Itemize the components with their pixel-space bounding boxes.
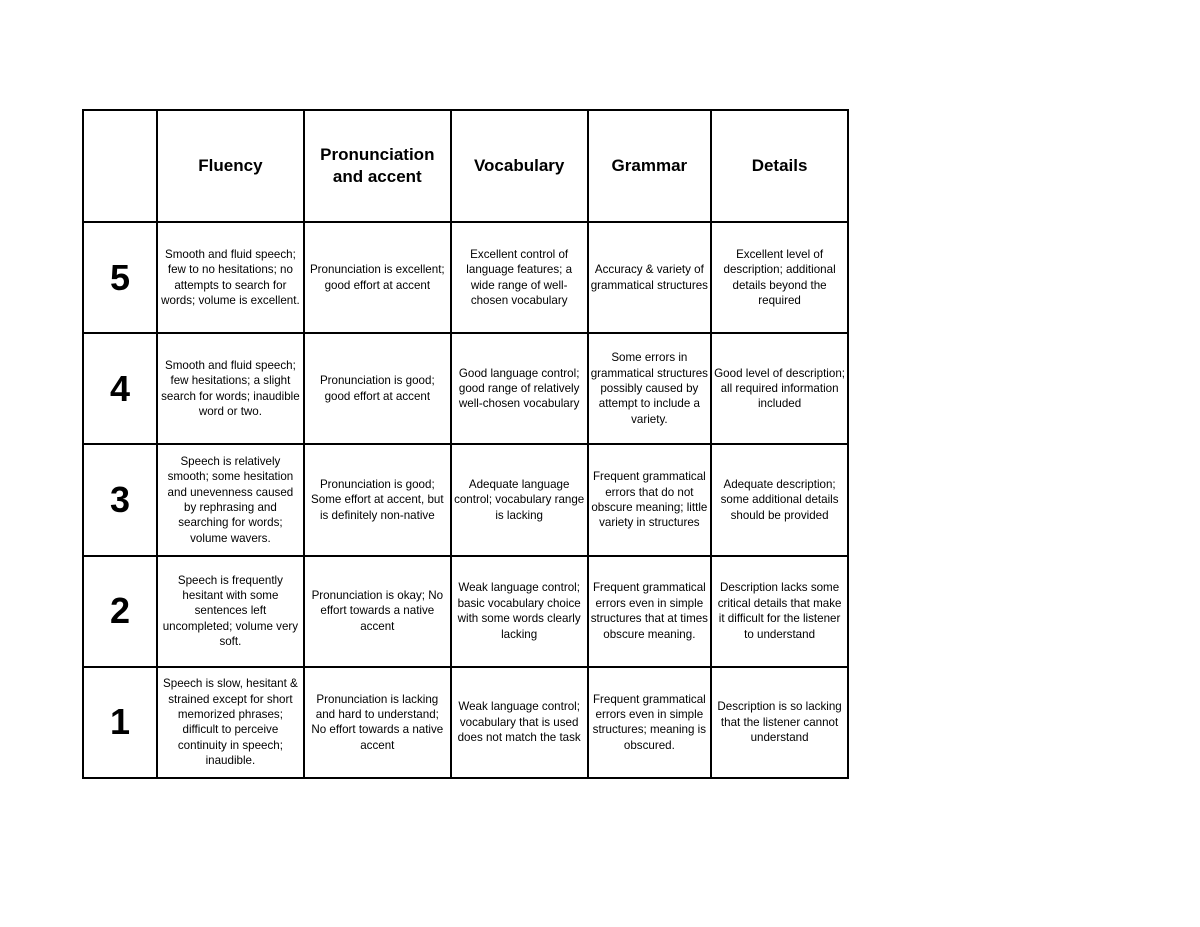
table-row (83, 222, 848, 333)
pronunciation-cell: Pronunciation is excellent; good effort at accent (304, 222, 451, 333)
vocabulary-cell: Weak language control; basic vocabulary choice with some words clearly lacking (451, 556, 588, 667)
pronunciation-cell: Pronunciation is okay; No effort towards a native accent (304, 556, 451, 667)
pronunciation-cell: Pronunciation is good; Some effort at accent, but is definitely non-native (304, 444, 451, 555)
details-cell: Description lacks some critical details that make it difficult for the listener to understand (711, 556, 848, 667)
fluency-cell: Speech is frequently hesitant with some sentences left uncompleted; volume very soft. (157, 556, 304, 667)
header-details: Details (711, 110, 848, 222)
grammar-cell: Frequent grammatical errors even in simple structures; meaning is obscured. (588, 667, 712, 778)
score-cell: 3 (83, 444, 157, 555)
score-cell: 2 (83, 556, 157, 667)
details-cell: Adequate description; some additional details should be provided (711, 444, 848, 555)
grammar-cell: Accuracy & variety of grammatical structures (588, 222, 712, 333)
header-fluency: Fluency (157, 110, 304, 222)
details-cell: Description is so lacking that the listener cannot understand (711, 667, 848, 778)
score-cell: 4 (83, 333, 157, 444)
header-pronunciation: Pronunciation and accent (304, 110, 451, 222)
score-cell: 1 (83, 667, 157, 778)
vocabulary-cell: Adequate language control; vocabulary range is lacking (451, 444, 588, 555)
grammar-cell: Frequent grammatical errors that do not obscure meaning; little variety in structures (588, 444, 712, 555)
details-cell: Good level of description; all required information included (711, 333, 848, 444)
table-row (83, 667, 848, 778)
grammar-cell: Some errors in grammatical structures possibly caused by attempt to include a variety. (588, 333, 712, 444)
details-cell: Excellent level of description; additional details beyond the required (711, 222, 848, 333)
vocabulary-cell: Excellent control of language features; a wide range of well-chosen vocabulary (451, 222, 588, 333)
vocabulary-cell: Good language control; good range of relatively well-chosen vocabulary (451, 333, 588, 444)
fluency-cell: Speech is slow, hesitant & strained except for short memorized phrases; difficult to perceive continuity in speech; inaudible. (157, 667, 304, 778)
rubric-table (82, 109, 849, 779)
table-row (83, 444, 848, 555)
header-row (83, 110, 848, 222)
table-row (83, 556, 848, 667)
header-vocabulary: Vocabulary (451, 110, 588, 222)
pronunciation-cell: Pronunciation is lacking and hard to understand; No effort towards a native accent (304, 667, 451, 778)
header-grammar: Grammar (588, 110, 712, 222)
pronunciation-cell: Pronunciation is good; good effort at accent (304, 333, 451, 444)
fluency-cell: Smooth and fluid speech; few hesitations; a slight search for words; inaudible word or two. (157, 333, 304, 444)
table-row (83, 333, 848, 444)
header-score (83, 110, 157, 222)
fluency-cell: Speech is relatively smooth; some hesitation and unevenness caused by rephrasing and searching for words; volume wavers. (157, 444, 304, 555)
vocabulary-cell: Weak language control; vocabulary that is used does not match the task (451, 667, 588, 778)
fluency-cell: Smooth and fluid speech; few to no hesitations; no attempts to search for words; volume is excellent. (157, 222, 304, 333)
grammar-cell: Frequent grammatical errors even in simple structures that at times obscure meaning. (588, 556, 712, 667)
score-cell: 5 (83, 222, 157, 333)
